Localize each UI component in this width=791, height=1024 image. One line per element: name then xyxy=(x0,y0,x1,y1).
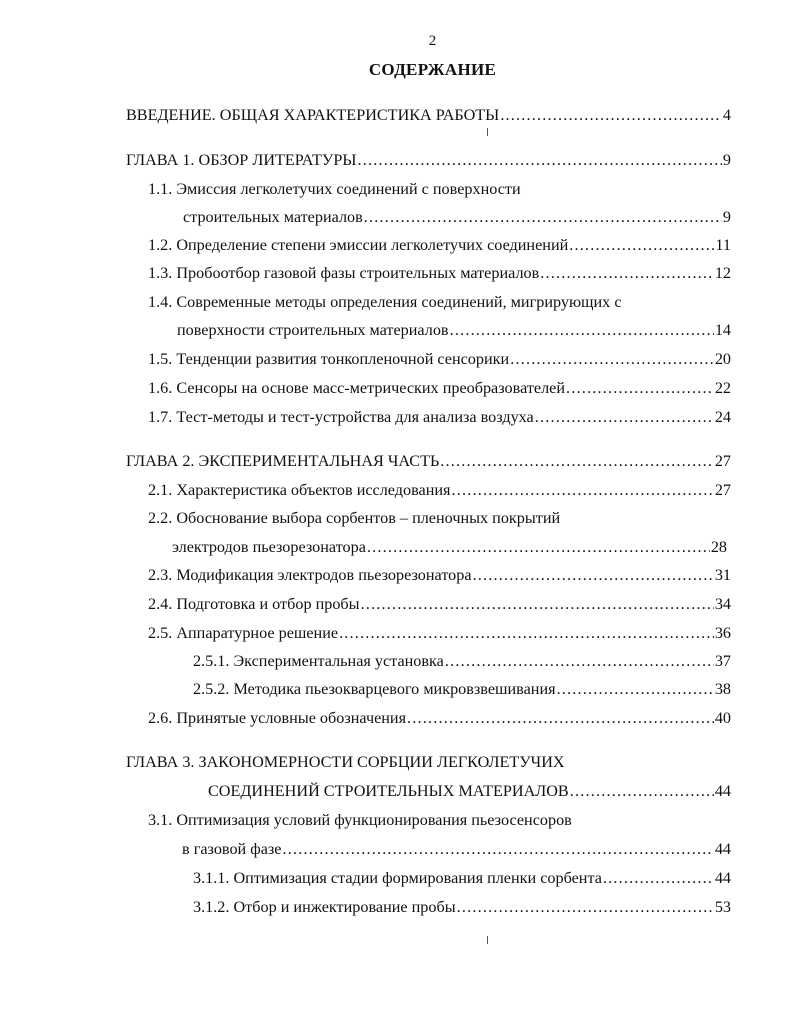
toc-leader-dots xyxy=(440,452,714,471)
toc-entry-1-2 xyxy=(148,236,731,260)
toc-entry-title: поверхности строительных материалов xyxy=(177,321,449,339)
toc-leader-dots xyxy=(603,869,714,888)
toc-entry-page: 24 xyxy=(714,408,731,426)
toc-entry-1-1-line1: 1.1. Эмиссия легколетучих соединений с поверхности xyxy=(148,180,521,198)
toc-entry-title: 2.5.1. Экспериментальная установка xyxy=(193,652,444,670)
toc-entry-2-5-1 xyxy=(193,652,731,676)
toc-entry-title: ГЛАВА 2. ЭКСПЕРИМЕНТАЛЬНАЯ ЧАСТЬ xyxy=(126,452,440,470)
toc-entry-title: 1.5. Тенденции развития тонкопленочной сенсорики xyxy=(148,350,510,368)
toc-entry-page: 27 xyxy=(714,452,731,470)
toc-entry-page: 31 xyxy=(714,566,731,584)
toc-entry-title: 2.5.2. Методика пьезокварцевого микровзвешивания xyxy=(193,680,556,698)
scan-speck xyxy=(487,128,488,136)
toc-entry-page: 14 xyxy=(714,321,731,339)
toc-entry-title: 2.6. Принятые условные обозначения xyxy=(148,709,407,727)
toc-leader-dots xyxy=(452,481,714,500)
toc-entry-title: 3.1.2. Отбор и инжектирование пробы xyxy=(193,898,456,916)
toc-entry-title: СОЕДИНЕНИЙ СТРОИТЕЛЬНЫХ МАТЕРИАЛОВ xyxy=(208,782,569,800)
toc-leader-dots xyxy=(445,652,714,671)
toc-entry-title: 1.2. Определение степени эмиссии легколетучих соединений xyxy=(148,236,569,254)
toc-entry-1-3 xyxy=(148,264,731,288)
toc-entry-1-7 xyxy=(148,408,731,432)
toc-entry-2-2 xyxy=(172,538,727,562)
toc-leader-dots xyxy=(510,350,714,369)
toc-entry-page: 37 xyxy=(714,652,731,670)
toc-entry-page: 40 xyxy=(714,709,731,727)
toc-entry-title: 1.7. Тест-методы и тест-устройства для анализа воздуха xyxy=(148,408,534,426)
toc-entry-introduction xyxy=(126,106,731,130)
toc-entry-3-1 xyxy=(182,840,731,864)
toc-entry-3-1-1 xyxy=(193,869,731,893)
toc-leader-dots xyxy=(364,208,722,227)
toc-entry-page: 34 xyxy=(714,595,731,613)
toc-entry-2-4 xyxy=(148,595,731,619)
toc-entry-1-5 xyxy=(148,350,731,374)
toc-entry-title: ГЛАВА 1. ОБЗОР ЛИТЕРАТУРЫ xyxy=(126,151,357,169)
toc-entry-2-2-line1: 2.2. Обоснование выбора сорбентов – пленочных покрытий xyxy=(148,509,561,527)
toc-entry-1-1 xyxy=(183,208,731,232)
toc-leader-dots xyxy=(407,709,714,728)
toc-entry-page: 44 xyxy=(714,840,731,858)
toc-leader-dots xyxy=(535,408,714,427)
toc-entry-title: 2.1. Характеристика объектов исследования xyxy=(148,481,451,499)
toc-entry-title: 1.3. Пробоотбор газовой фазы строительных материалов xyxy=(148,264,540,282)
toc-entry-page: 22 xyxy=(714,379,731,397)
toc-entry-title: 2.3. Модификация электродов пьезорезонатора xyxy=(148,566,472,584)
toc-entry-2-5-2 xyxy=(193,680,731,704)
toc-leader-dots xyxy=(557,680,714,699)
toc-leader-dots xyxy=(570,782,714,801)
toc-entry-3-1-line1: 3.1. Оптимизация условий функционирования пьезосенсоров xyxy=(148,811,572,829)
toc-leader-dots xyxy=(540,264,714,283)
toc-entry-chapter-1 xyxy=(126,151,731,175)
toc-entry-page: 36 xyxy=(714,624,731,642)
toc-entry-page: 44 xyxy=(714,782,731,800)
page-title: СОДЕРЖАНИЕ xyxy=(368,60,497,79)
toc-leader-dots xyxy=(457,898,714,917)
toc-entry-chapter-3-line1: ГЛАВА 3. ЗАКОНОМЕРНОСТИ СОРБЦИИ ЛЕГКОЛЕТУЧИХ xyxy=(126,753,565,771)
toc-entry-page: 11 xyxy=(715,236,731,254)
toc-entry-page: 9 xyxy=(722,208,731,226)
toc-entry-1-4 xyxy=(177,321,731,345)
toc-leader-dots xyxy=(357,151,721,170)
page-number: 2 xyxy=(428,33,437,49)
toc-leader-dots xyxy=(367,538,710,557)
toc-entry-page: 53 xyxy=(714,898,731,916)
toc-entry-title: строительных материалов xyxy=(183,208,363,226)
toc-entry-page: 44 xyxy=(714,869,731,887)
toc-entry-3-1-2 xyxy=(193,898,731,922)
toc-entry-chapter-3 xyxy=(208,782,731,806)
toc-entry-page: 4 xyxy=(722,106,731,124)
toc-entry-page: 38 xyxy=(714,680,731,698)
toc-leader-dots xyxy=(566,379,714,398)
scan-speck xyxy=(487,936,488,944)
toc-leader-dots xyxy=(473,566,714,585)
toc-entry-title: 2.4. Подготовка и отбор пробы xyxy=(148,595,360,613)
toc-entry-title: 3.1.1. Оптимизация стадии формирования пленки сорбента xyxy=(193,869,602,887)
toc-entry-1-4-line1: 1.4. Современные методы определения соединений, мигрирующих с xyxy=(148,293,622,311)
toc-entry-page: 20 xyxy=(714,350,731,368)
toc-entry-title: 2.5. Аппаратурное решение xyxy=(148,624,339,642)
toc-entry-page: 12 xyxy=(714,264,731,282)
toc-leader-dots xyxy=(361,595,714,614)
toc-entry-1-6 xyxy=(148,379,731,403)
toc-entry-title: электродов пьезорезонатора xyxy=(172,538,366,556)
toc-entry-2-3 xyxy=(148,566,731,590)
toc-entry-title: 1.6. Сенсоры на основе масс-метрических преобразователей xyxy=(148,379,566,397)
toc-entry-chapter-2 xyxy=(126,452,731,476)
toc-entry-page: 28 xyxy=(710,538,727,556)
toc-entry-title: ВВЕДЕНИЕ. ОБЩАЯ ХАРАКТЕРИСТИКА РАБОТЫ xyxy=(126,106,500,124)
toc-entry-2-6 xyxy=(148,709,731,733)
toc-leader-dots xyxy=(283,840,714,859)
toc-leader-dots xyxy=(450,321,714,340)
toc-leader-dots xyxy=(339,624,714,643)
toc-entry-title: в газовой фазе xyxy=(182,840,282,858)
toc-leader-dots xyxy=(500,106,722,125)
toc-entry-page: 27 xyxy=(714,481,731,499)
toc-entry-2-1 xyxy=(148,481,731,505)
toc-entry-page: 9 xyxy=(722,151,731,169)
toc-leader-dots xyxy=(569,236,714,255)
toc-entry-2-5 xyxy=(148,624,731,648)
